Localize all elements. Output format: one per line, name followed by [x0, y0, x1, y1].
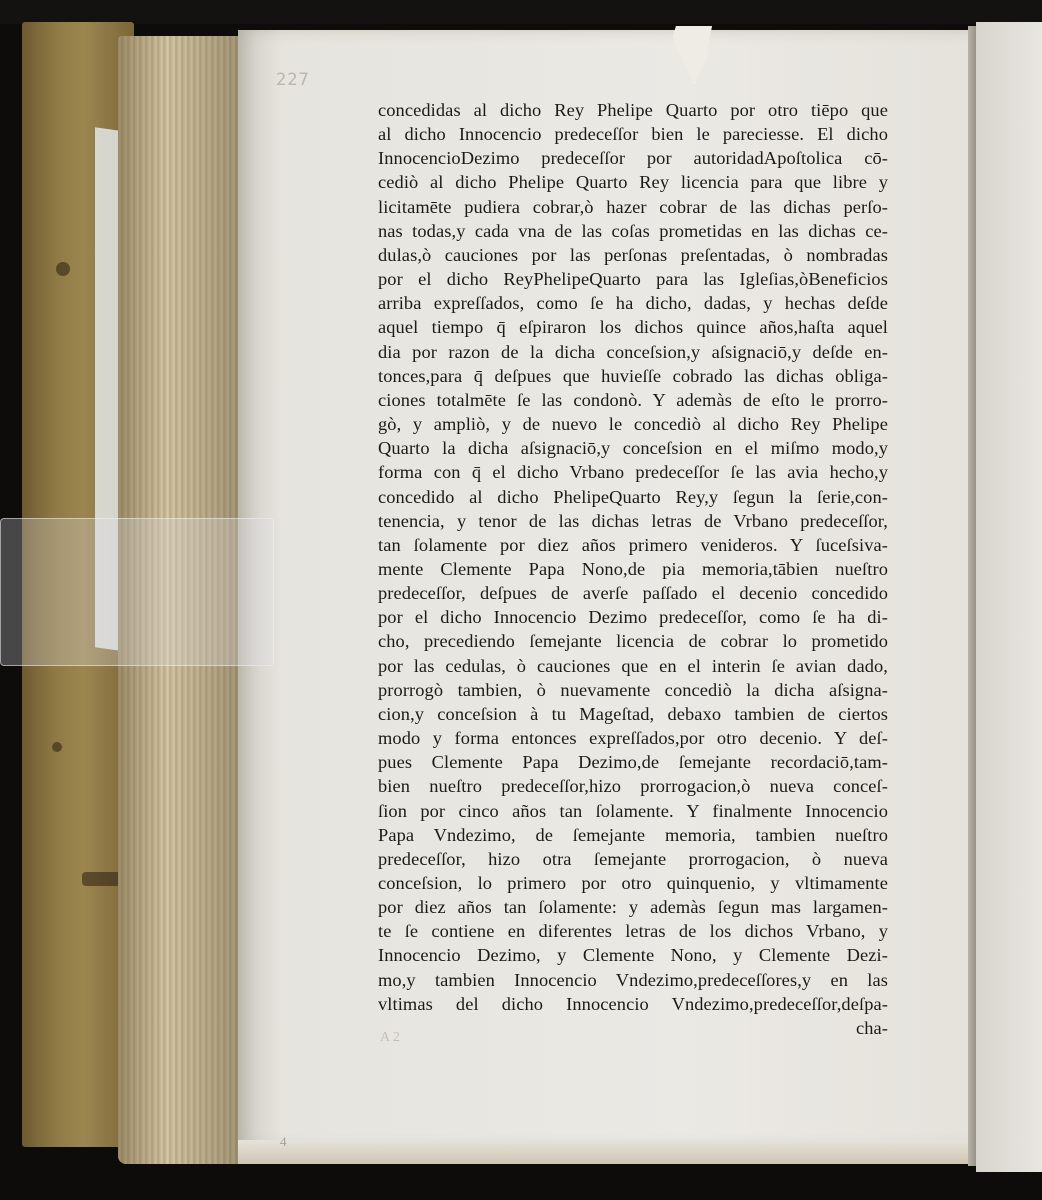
- text-line: por diez años tan ſolamente: y ademàs ſegun mas largamen-: [378, 897, 888, 918]
- text-line: arriba expreſſados, como ſe ha dicho, dadas, y hechas deſde: [378, 293, 888, 314]
- text-line: ſion por cinco años tan ſolamente. Y finalmente Innocencio: [378, 800, 888, 821]
- text-line: InnocencioDezimo predeceſſor por autoridadApoſtolica cō-: [378, 148, 888, 169]
- text-line: vltimas del dicho Innocencio Vndezimo,predeceſſor,deſpa-: [378, 993, 888, 1014]
- text-line: cha-: [855, 1017, 888, 1038]
- body-text: [378, 98, 888, 1040]
- text-line: mo,y tambien Innocencio Vndezimo,predeceſſores,y en las: [378, 969, 888, 990]
- text-line: por el dicho ReyPhelipeQuarto para las Igleſias,òBeneficios: [378, 269, 888, 290]
- text-line: modo y forma entonces expreſſados,por otro decenio. Y deſ-: [378, 728, 888, 749]
- page-bottom-edge: [238, 1140, 978, 1164]
- text-line: mente Clemente Papa Nono,de pia memoria,tābien nueſtro: [378, 558, 888, 579]
- text-line: por las cedulas, ò cauciones que en el interin ſe avian dado,: [378, 655, 888, 676]
- text-line: Quarto la dicha aſsignaciō,y conceſsion en el miſmo modo,y: [378, 438, 888, 459]
- text-line: por el dicho Innocencio Dezimo predeceſſor, como ſe ha di-: [378, 607, 888, 628]
- text-line: pues Clemente Papa Dezimo,de ſemejante recordaciō,tam-: [378, 752, 888, 773]
- text-line: tenencia, y tenor de las dichas letras de Vrbano predeceſſor,: [378, 510, 888, 531]
- text-line: predeceſſor, deſpues de averſe paſſado el decenio concedido: [378, 583, 888, 604]
- folio-number: 227: [276, 70, 310, 90]
- cover-stain: [52, 742, 62, 752]
- text-line: concedidas al dicho Rey Phelipe Quarto por otro tiēpo que: [378, 100, 888, 120]
- text-line: licitamēte pudiera cobrar,ò hazer cobrar de las dichas perſo-: [378, 196, 888, 217]
- text-line: gò, y ampliò, y de nuevo le concediò al dicho Rey Phelipe: [378, 414, 888, 435]
- text-line: predeceſſor, hizo otra ſemejante prorrogacion, ò nueva: [378, 848, 888, 869]
- text-line: cion,y conceſsion à tu Mageſtad, debaxo tambien de ciertos: [378, 703, 888, 724]
- text-line: tan ſolamente por diez años primero venideros. Y ſuceſsiva-: [378, 534, 888, 555]
- text-line: tonces,para q̄ deſpues que huvieſſe cobrado las dichas obliga-: [378, 365, 888, 386]
- text-line: Papa Vndezimo, de ſemejante memoria, tambien nueſtro: [378, 824, 888, 845]
- text-line: aquel tiempo q̄ eſpiraron los dichos quince años,haſta aquel: [378, 317, 888, 338]
- text-line: bien nueſtro predeceſſor,hizo prorrogacion,ò nueva conceſ-: [378, 776, 888, 797]
- text-line: ciones totalmēte ſe las condonò. Y ademàs de eſto le prorro-: [378, 389, 888, 410]
- text-line: prorrogò tambien, ò nuevamente concediò la dicha aſsigna-: [378, 679, 888, 700]
- text-line: cediò al dicho Phelipe Quarto Rey licencia para que libre y: [378, 172, 888, 193]
- scan-background: [0, 0, 1042, 24]
- text-line: concedido al dicho PhelipeQuarto Rey,y ſegun la ſerie,con-: [378, 486, 888, 507]
- text-line: nas todas,y cada vna de las coſas prometidas en las dichas ce-: [378, 220, 888, 241]
- text-line: Innocencio Dezimo, y Clemente Nono, y Clemente Dezi-: [378, 945, 888, 966]
- text-line: dia por razon de la dicha conceſsion,y aſsignaciō,y deſde en-: [378, 341, 888, 362]
- text-line: dulas,ò cauciones por las perſonas preſentadas, ò nombradas: [378, 244, 888, 265]
- signature-mark: A 2: [380, 1030, 400, 1045]
- text-line: forma con q̄ el dicho Vrbano predeceſſor ſe las avia hecho,y: [378, 462, 888, 483]
- text-line: conceſsion, lo primero por otro quinquenio, y vltimamente: [378, 873, 888, 893]
- text-line: cho, precediendo ſemejante licencia de cobrar lo prometido: [378, 631, 888, 652]
- bottom-mark: 4: [280, 1134, 287, 1149]
- page-weight-clip: [0, 518, 274, 666]
- text-line: te ſe contiene en diferentes letras de los dichos Vrbano, y: [378, 921, 888, 942]
- cover-stain: [56, 262, 70, 276]
- recto-page-edge: [976, 22, 1042, 1172]
- text-line: al dicho Innocencio predeceſſor bien le pareciesse. El dicho: [378, 124, 888, 145]
